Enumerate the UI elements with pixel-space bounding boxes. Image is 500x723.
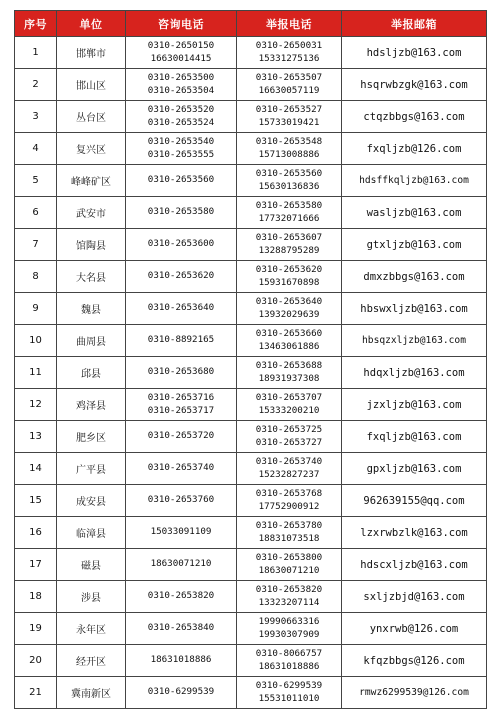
table-row [15, 485, 487, 517]
consult-phone-cell [126, 421, 237, 453]
report-phone: 0310-2653768 [255, 488, 323, 499]
consult-phone: 18631018886 [150, 654, 212, 666]
report-email: hdsffkqljzb@163.com [342, 165, 487, 197]
report-email: fxqljzb@163.com [342, 421, 487, 453]
report-email: gtxljzb@163.com [342, 229, 487, 261]
consult-phone-cell [126, 101, 237, 133]
row-number: 20 [15, 645, 57, 677]
consult-phone: 0310-2653504 [147, 84, 215, 96]
row-number: 7 [15, 229, 57, 261]
contact-table [14, 10, 487, 709]
contact-table-container [14, 10, 486, 709]
consult-phone: 0310-2650150 [147, 40, 215, 51]
report-phone-cell [237, 613, 342, 645]
consult-phone: 0310-8892165 [147, 334, 215, 346]
unit-name: 冀南新区 [57, 677, 126, 709]
report-phone: 0310-2653800 [255, 552, 323, 563]
report-phone: 17732071666 [258, 212, 320, 224]
unit-name: 邯郸市 [57, 37, 126, 69]
header-unit: 单位 [57, 11, 126, 37]
report-phone: 16630057119 [258, 84, 320, 96]
report-phone: 0310-2653725 [255, 424, 323, 435]
unit-name: 丛台区 [57, 101, 126, 133]
unit-name: 复兴区 [57, 133, 126, 165]
consult-phone: 0310-6299539 [147, 686, 215, 698]
report-phone-cell [237, 677, 342, 709]
table-row [15, 517, 487, 549]
report-phone: 17752900912 [258, 500, 320, 512]
unit-name: 邱县 [57, 357, 126, 389]
report-phone: 0310-2653560 [255, 168, 323, 179]
report-phone: 15232827237 [258, 468, 320, 480]
report-email: lzxrwbzlk@163.com [342, 517, 487, 549]
report-phone: 13288795289 [258, 244, 320, 256]
report-phone-cell [237, 549, 342, 581]
consult-phone-cell [126, 325, 237, 357]
consult-phone: 0310-2653760 [147, 494, 215, 506]
report-phone: 18631018886 [258, 660, 320, 672]
report-phone-cell [237, 37, 342, 69]
unit-name: 永年区 [57, 613, 126, 645]
table-row [15, 325, 487, 357]
report-phone: 13323207114 [258, 596, 320, 608]
header-no: 序号 [15, 11, 57, 37]
report-phone: 0310-2653688 [255, 360, 323, 371]
row-number: 11 [15, 357, 57, 389]
consult-phone-cell [126, 229, 237, 261]
report-email: gpxljzb@163.com [342, 453, 487, 485]
report-email: hdscxljzb@163.com [342, 549, 487, 581]
consult-phone-cell [126, 133, 237, 165]
consult-phone-cell [126, 645, 237, 677]
report-phone: 0310-2653580 [255, 200, 323, 211]
table-row [15, 101, 487, 133]
consult-phone: 0310-2653520 [147, 104, 215, 115]
report-email: rmwz6299539@126.com [342, 677, 487, 709]
table-row [15, 453, 487, 485]
header-report-phone: 举报电话 [237, 11, 342, 37]
consult-phone: 0310-2653600 [147, 238, 215, 250]
consult-phone-cell [126, 613, 237, 645]
report-phone-cell [237, 325, 342, 357]
report-phone: 15333200210 [258, 404, 320, 416]
report-phone-cell [237, 389, 342, 421]
unit-name: 肥乡区 [57, 421, 126, 453]
row-number: 1 [15, 37, 57, 69]
table-row [15, 645, 487, 677]
report-phone-cell [237, 581, 342, 613]
report-phone-cell [237, 453, 342, 485]
unit-name: 馆陶县 [57, 229, 126, 261]
unit-name: 涉县 [57, 581, 126, 613]
report-phone: 15630136836 [258, 180, 320, 192]
consult-phone-cell [126, 165, 237, 197]
row-number: 15 [15, 485, 57, 517]
table-row [15, 37, 487, 69]
unit-name: 广平县 [57, 453, 126, 485]
unit-name: 磁县 [57, 549, 126, 581]
report-email: hbsqzxljzb@163.com [342, 325, 487, 357]
unit-name: 武安市 [57, 197, 126, 229]
unit-name: 峰峰矿区 [57, 165, 126, 197]
report-phone: 0310-2653780 [255, 520, 323, 531]
table-row [15, 261, 487, 293]
table-row [15, 581, 487, 613]
report-email: hdsljzb@163.com [342, 37, 487, 69]
table-row [15, 357, 487, 389]
report-email: hdqxljzb@163.com [342, 357, 487, 389]
report-phone: 0310-2653820 [255, 584, 323, 595]
report-phone: 0310-2653660 [255, 328, 323, 339]
consult-phone-cell [126, 549, 237, 581]
report-phone: 0310-2653620 [255, 264, 323, 275]
consult-phone-cell [126, 357, 237, 389]
table-row [15, 165, 487, 197]
report-email: kfqzbbgs@126.com [342, 645, 487, 677]
report-email: hsqrwbzgk@163.com [342, 69, 487, 101]
table-row [15, 421, 487, 453]
consult-phone: 0310-2653717 [147, 404, 215, 416]
row-number: 16 [15, 517, 57, 549]
unit-name: 经开区 [57, 645, 126, 677]
report-phone-cell [237, 421, 342, 453]
table-header-row [15, 11, 487, 37]
table-body [15, 37, 487, 709]
report-phone-cell [237, 197, 342, 229]
report-phone: 19990663316 [258, 616, 320, 627]
row-number: 19 [15, 613, 57, 645]
row-number: 3 [15, 101, 57, 133]
unit-name: 曲周县 [57, 325, 126, 357]
consult-phone-cell [126, 261, 237, 293]
report-phone: 0310-2653740 [255, 456, 323, 467]
consult-phone-cell [126, 389, 237, 421]
row-number: 12 [15, 389, 57, 421]
report-phone: 0310-2653640 [255, 296, 323, 307]
report-email: jzxljzb@163.com [342, 389, 487, 421]
consult-phone: 0310-2653555 [147, 148, 215, 160]
report-phone: 15713008886 [258, 148, 320, 160]
report-phone-cell [237, 101, 342, 133]
table-row [15, 677, 487, 709]
report-email: ctqzbbgs@163.com [342, 101, 487, 133]
row-number: 6 [15, 197, 57, 229]
consult-phone-cell [126, 37, 237, 69]
consult-phone: 0310-2653500 [147, 72, 215, 83]
row-number: 4 [15, 133, 57, 165]
row-number: 14 [15, 453, 57, 485]
consult-phone: 0310-2653620 [147, 270, 215, 282]
report-phone-cell [237, 69, 342, 101]
row-number: 5 [15, 165, 57, 197]
consult-phone: 0310-2653680 [147, 366, 215, 378]
report-phone: 15931670898 [258, 276, 320, 288]
table-row [15, 613, 487, 645]
consult-phone-cell [126, 581, 237, 613]
report-phone: 0310-2653527 [255, 104, 323, 115]
unit-name: 魏县 [57, 293, 126, 325]
report-phone: 15733019421 [258, 116, 320, 128]
report-phone: 15531011010 [258, 692, 320, 704]
row-number: 9 [15, 293, 57, 325]
consult-phone: 0310-2653740 [147, 462, 215, 474]
consult-phone-cell [126, 69, 237, 101]
consult-phone: 0310-2653560 [147, 174, 215, 186]
consult-phone: 0310-2653716 [147, 392, 215, 403]
table-row [15, 229, 487, 261]
report-phone: 18931937308 [258, 372, 320, 384]
consult-phone: 0310-2653820 [147, 590, 215, 602]
row-number: 13 [15, 421, 57, 453]
report-phone-cell [237, 133, 342, 165]
report-email: dmxzbbgs@163.com [342, 261, 487, 293]
row-number: 17 [15, 549, 57, 581]
unit-name: 成安县 [57, 485, 126, 517]
table-row [15, 133, 487, 165]
row-number: 2 [15, 69, 57, 101]
table-row [15, 389, 487, 421]
report-phone-cell [237, 293, 342, 325]
report-phone: 18831073518 [258, 532, 320, 544]
table-row [15, 69, 487, 101]
report-phone: 19930307909 [258, 628, 320, 640]
report-phone: 18630071210 [258, 564, 320, 576]
report-phone: 0310-2653507 [255, 72, 323, 83]
row-number: 21 [15, 677, 57, 709]
consult-phone-cell [126, 197, 237, 229]
row-number: 8 [15, 261, 57, 293]
report-phone: 0310-2653727 [255, 436, 323, 448]
report-phone-cell [237, 165, 342, 197]
consult-phone-cell [126, 453, 237, 485]
row-number: 10 [15, 325, 57, 357]
report-phone: 0310-2653707 [255, 392, 323, 403]
table-row [15, 293, 487, 325]
report-phone: 0310-8066757 [255, 648, 323, 659]
report-phone-cell [237, 229, 342, 261]
consult-phone: 0310-2653640 [147, 302, 215, 314]
consult-phone: 0310-2653524 [147, 116, 215, 128]
report-email: wasljzb@163.com [342, 197, 487, 229]
report-phone: 15331275136 [258, 52, 320, 64]
table-row [15, 197, 487, 229]
consult-phone: 16630014415 [150, 52, 212, 64]
consult-phone: 0310-2653840 [147, 622, 215, 634]
consult-phone-cell [126, 517, 237, 549]
report-phone: 0310-2650031 [255, 40, 323, 51]
report-phone: 13932029639 [258, 308, 320, 320]
header-report-email: 举报邮箱 [342, 11, 487, 37]
report-phone: 0310-2653548 [255, 136, 323, 147]
report-phone: 13463061886 [258, 340, 320, 352]
unit-name: 鸡泽县 [57, 389, 126, 421]
unit-name: 邯山区 [57, 69, 126, 101]
report-phone-cell [237, 517, 342, 549]
consult-phone: 0310-2653720 [147, 430, 215, 442]
unit-name: 大名县 [57, 261, 126, 293]
consult-phone-cell [126, 485, 237, 517]
consult-phone: 15033091109 [150, 526, 212, 538]
unit-name: 临漳县 [57, 517, 126, 549]
report-email: ynxrwb@126.com [342, 613, 487, 645]
row-number: 18 [15, 581, 57, 613]
report-phone: 0310-6299539 [255, 680, 323, 691]
consult-phone-cell [126, 293, 237, 325]
report-email: fxqljzb@126.com [342, 133, 487, 165]
report-phone-cell [237, 357, 342, 389]
table-row [15, 549, 487, 581]
report-email: hbswxljzb@163.com [342, 293, 487, 325]
consult-phone: 18630071210 [150, 558, 212, 570]
report-email: 962639155@qq.com [342, 485, 487, 517]
consult-phone-cell [126, 677, 237, 709]
consult-phone: 0310-2653540 [147, 136, 215, 147]
report-phone-cell [237, 485, 342, 517]
header-consult-phone: 咨询电话 [126, 11, 237, 37]
report-phone-cell [237, 645, 342, 677]
consult-phone: 0310-2653580 [147, 206, 215, 218]
report-email: sxljzbjd@163.com [342, 581, 487, 613]
report-phone-cell [237, 261, 342, 293]
report-phone: 0310-2653607 [255, 232, 323, 243]
